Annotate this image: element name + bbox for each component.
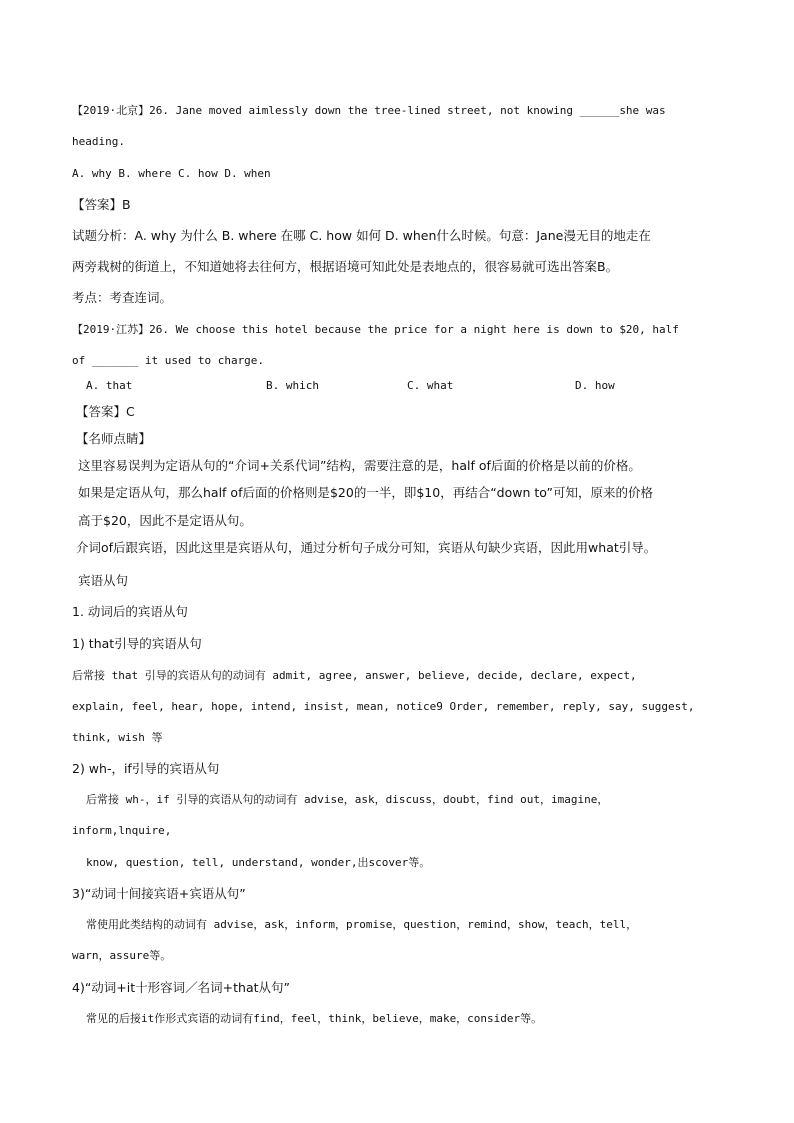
question-2-option-c: C. what [407, 379, 454, 392]
subsection-1-2-line-3: know, question, tell, understand, wonder,出scover等。 [86, 856, 431, 869]
subsection-1-1-line-1: 后常接 that 引导的宾语从句的动词有 admit, agree, answer, believe, decide, declare, expect, [72, 669, 637, 682]
subsection-1-4-heading: 4)“动词+it十形容词／名词+that从句” [72, 980, 290, 995]
question-1-analysis-line-1: 试题分析：A. why 为什么 B. where 在哪 C. how 如何 D. when什么时候。句意：Jane漫无目的地走在 [72, 228, 651, 243]
question-1-line-1: 【2019·北京】26. Jane moved aimlessly down the tree-lined street, not knowing ______she was [72, 104, 666, 117]
question-1-line-2: heading. [72, 135, 125, 148]
subsection-1-heading: 1. 动词后的宾语从句 [72, 604, 188, 619]
question-2-option-d: D. how [575, 379, 615, 392]
question-2-tip-line-1: 这里容易误判为定语从句的“介词+关系代词”结构，需要注意的是，half of后面的价格是以前的价格。 [78, 458, 641, 473]
question-1-answer: 【答案】B [72, 197, 131, 212]
question-1-point: 考点：考查连词。 [72, 290, 173, 305]
question-2-tip-line-4: 介词of后跟宾语，因此这里是宾语从句，通过分析句子成分可知，宾语从句缺少宾语，因此用what引导。 [76, 540, 657, 555]
question-2-line-2: of _______ it used to charge. [72, 354, 265, 367]
subsection-1-3-line-2: warn，assure等。 [72, 949, 172, 962]
question-1-analysis-line-2: 两旁栽树的街道上，不知道她将去往何方，根据语境可知此处是表地点的，很容易就可选出答案B。 [72, 259, 619, 274]
subsection-1-1-line-2: explain, feel, hear, hope, intend, insist, mean, notice9 Order, remember, reply, say, suggest, [72, 700, 695, 713]
subsection-1-1-line-3: think, wish 等 [72, 731, 163, 744]
subsection-1-2-heading: 2) wh-，if引导的宾语从句 [72, 761, 220, 776]
subsection-1-3-heading: 3)“动词十间接宾语+宾语从句” [72, 886, 246, 901]
question-2-line-1: 【2019·江苏】26. We choose this hotel because the price for a night here is down to $20, half [72, 323, 679, 336]
subsection-1-3-line-1: 常使用此类结构的动词有 advise，ask，inform，promise，question，remind，show，teach，tell， [86, 918, 638, 931]
subsection-1-4-line-1: 常见的后接it作形式宾语的动词有find，feel，think，believe，make，consider等。 [86, 1012, 543, 1025]
subsection-1-1-heading: 1) that引导的宾语从句 [72, 636, 202, 651]
subsection-1-2-line-1: 后常接 wh-，if 引导的宾语从句的动词有 advise，ask，discuss，doubt，find out，imagine， [86, 793, 609, 806]
question-1-options: A. why B. where C. how D. when [72, 167, 271, 180]
section-heading: 宾语从句 [78, 573, 129, 588]
question-2-tip-title: 【名师点睛】 [76, 431, 152, 446]
question-2-tip-line-2: 如果是定语从句，那么half of后面的价格则是$20的一半，即$10，再结合“down to”可知，原来的价格 [78, 485, 653, 500]
question-2-option-b: B. which [266, 379, 319, 392]
question-2-answer: 【答案】C [76, 404, 135, 419]
subsection-1-2-line-2: inform,lnquire, [72, 824, 172, 837]
question-2-option-a: A. that [86, 379, 133, 392]
question-2-tip-line-3: 高于$20，因此不是定语从句。 [78, 513, 252, 528]
